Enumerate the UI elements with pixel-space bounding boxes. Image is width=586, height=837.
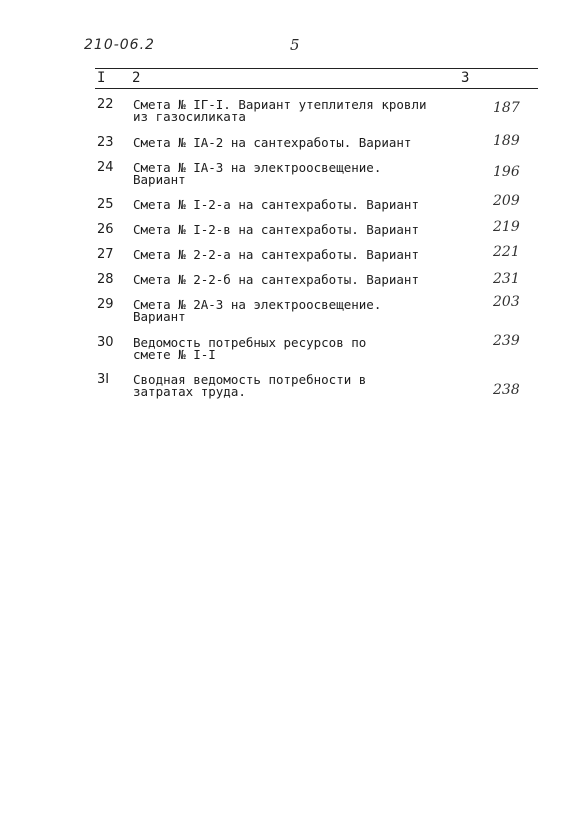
row-title: Смета № 2-2-а на сантехработы. Вариант: [133, 247, 419, 262]
document-code: 210-06.2: [84, 37, 155, 53]
row-number: 29: [97, 297, 114, 312]
row-title: Смета № IГ-I. Вариант утеплителя кровли из газосиликата: [133, 97, 427, 124]
row-number: 28: [97, 272, 114, 287]
row-number: 22: [97, 97, 114, 112]
row-title: Смета № 2-2-б на сантехработы. Вариант: [133, 272, 419, 287]
page-number: 5: [290, 36, 300, 54]
row-title: Ведомость потребных ресурсов по смете № I-I: [133, 335, 367, 362]
row-number: 30: [97, 335, 114, 350]
row-title: Сводная ведомость потребности в затратах труда.: [133, 372, 367, 399]
table-header-rule: [95, 88, 538, 89]
row-number: 23: [97, 135, 114, 150]
row-page: 203: [493, 294, 520, 310]
row-title: Смета № I-2-а на сантехработы. Вариант: [133, 197, 419, 212]
column-header-1: I: [97, 70, 106, 86]
row-number: 3I: [97, 372, 110, 387]
table-header: [95, 70, 537, 88]
row-title: Смета № IА-2 на сантехработы. Вариант: [133, 135, 412, 150]
row-page: 221: [493, 244, 520, 260]
column-header-3: 3: [461, 70, 470, 86]
row-page: 239: [493, 333, 520, 349]
row-number: 26: [97, 222, 114, 237]
row-page: 219: [493, 219, 520, 235]
row-number: 25: [97, 197, 114, 212]
table-top-rule: [95, 68, 538, 69]
row-page: 187: [493, 100, 520, 116]
row-number: 24: [97, 160, 114, 175]
row-title: Смета № IА-3 на электроосвещение. Вариант: [133, 160, 382, 187]
row-page: 196: [493, 164, 520, 180]
row-page: 189: [493, 133, 520, 149]
row-page: 209: [493, 193, 520, 209]
row-title: Смета № 2А-3 на электроосвещение. Вариант: [133, 297, 382, 324]
row-title: Смета № I-2-в на сантехработы. Вариант: [133, 222, 419, 237]
row-number: 27: [97, 247, 114, 262]
row-page: 231: [493, 271, 520, 287]
column-header-2: 2: [132, 70, 141, 86]
row-page: 238: [493, 382, 520, 398]
